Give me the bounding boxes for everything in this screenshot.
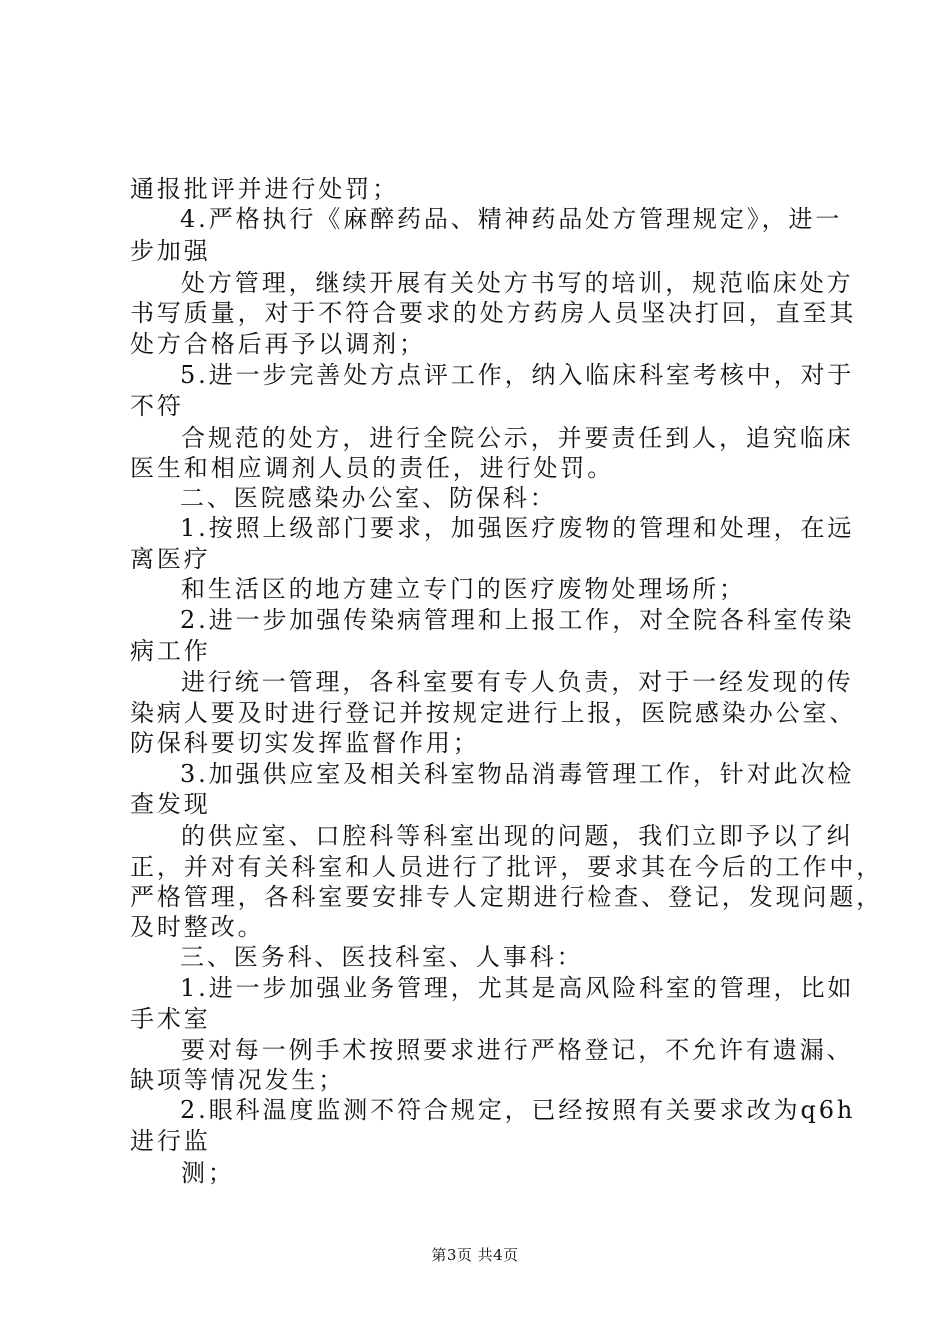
text-line: 1.按照上级部门要求，加强医疗废物的管理和处理，在远: [180, 514, 855, 542]
text-line: 2.进一步加强传染病管理和上报工作，对全院各科室传染: [180, 606, 855, 634]
text-line: 缺项等情况发生；: [130, 1066, 346, 1094]
text-line: 和生活区的地方建立专门的医疗废物处理场所；: [181, 575, 746, 603]
text-line: 进行统一管理，各科室要有专人负责，对于一经发现的传: [181, 668, 854, 696]
text-line: 手术室: [130, 1005, 211, 1033]
text-line: 步加强: [130, 237, 211, 265]
text-line: 3.加强供应室及相关科室物品消毒管理工作，针对此次检: [180, 760, 855, 788]
text-line: 处方合格后再予以调剂；: [130, 330, 426, 358]
text-line: 4.严格执行《麻醉药品、精神药品处方管理规定》，进一: [180, 205, 843, 233]
text-line: 离医疗: [130, 545, 211, 573]
page-number-footer: 第3页 共4页: [431, 1246, 519, 1264]
section-heading: 三、医务科、医技科室、人事科：: [180, 943, 584, 971]
text-line: 合规范的处方，进行全院公示，并要责任到人，追究临床: [181, 424, 854, 452]
text-line: 查发现: [130, 790, 211, 818]
text-line: 书写质量，对于不符合要求的处方药房人员坚决打回，直至其: [130, 299, 857, 327]
text-line: 染病人要及时进行登记并按规定进行上报，医院感染办公室、: [130, 699, 857, 727]
text-line: 处方管理，继续开展有关处方书写的培训，规范临床处方: [181, 269, 854, 297]
text-line: 防保科要切实发挥监督作用；: [130, 729, 480, 757]
text-line: 正，并对有关科室和人员进行了批评，要求其在今后的工作中，: [130, 853, 884, 881]
text-line: 病工作: [130, 637, 211, 665]
text-line: 进行监: [130, 1127, 211, 1155]
text-line: 不符: [130, 392, 184, 420]
text-line: 5.进一步完善处方点评工作，纳入临床科室考核中，对于: [180, 361, 855, 389]
text-line: 医生和相应调剂人员的责任，进行处罚。: [130, 454, 615, 482]
text-line: 通报批评并进行处罚；: [130, 175, 399, 203]
text-line: 的供应室、口腔科等科室出现的问题，我们立即予以了纠: [181, 822, 854, 850]
text-line: 严格管理，各科室要安排专人定期进行检查、登记，发现问题，: [130, 883, 884, 911]
text-line: 要对每一例手术按照要求进行严格登记，不允许有遗漏、: [181, 1036, 854, 1064]
section-heading: 二、医院感染办公室、防保科：: [180, 484, 557, 512]
text-line: 测；: [181, 1159, 235, 1187]
text-line: 1.进一步加强业务管理，尤其是高风险科室的管理，比如: [180, 974, 855, 1002]
text-line: 及时整改。: [130, 913, 265, 941]
text-line: 2.眼科温度监测不符合规定，已经按照有关要求改为q6h: [180, 1096, 856, 1124]
